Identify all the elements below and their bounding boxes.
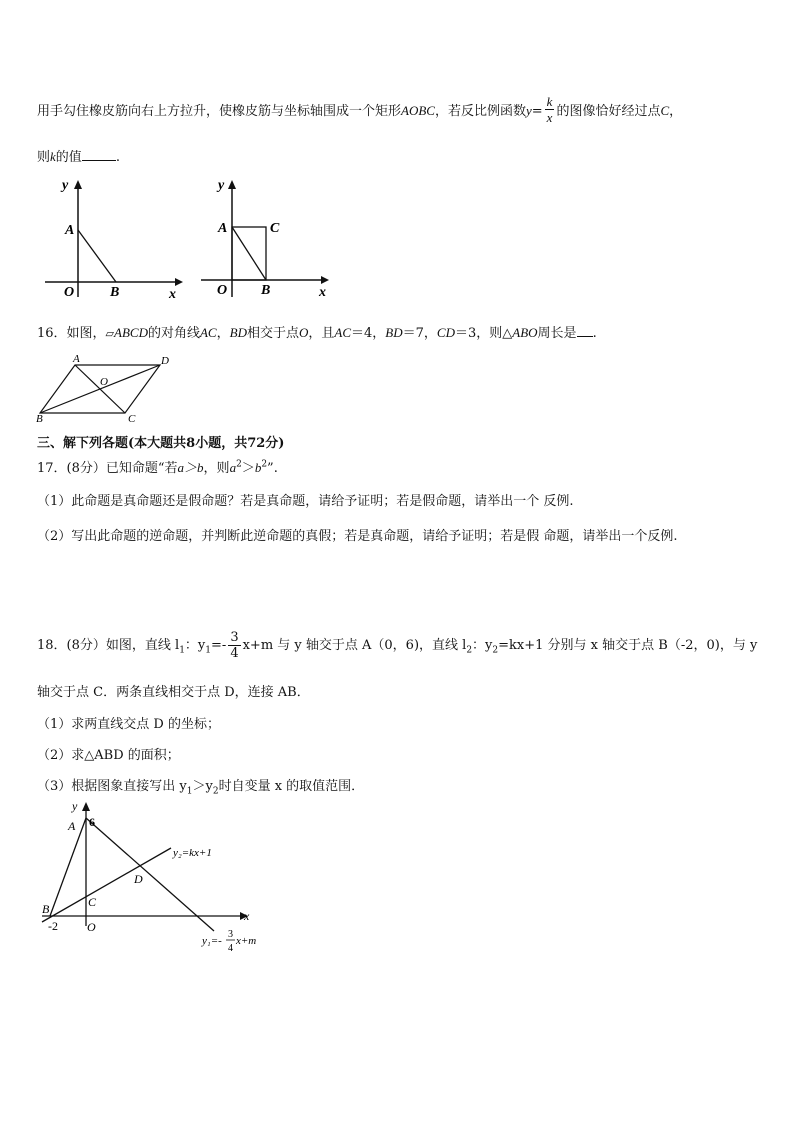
line-l1 [86,818,214,931]
label-o: O [100,376,108,388]
q18-part-2: （2）求△ABD 的面积； [37,748,180,763]
fig2-segment-ab [232,227,266,280]
q18-part-1: （1）求两直线交点 D 的坐标； [37,717,220,732]
q15-text-b: ，若反比例函数 [434,104,526,119]
label-b: B [36,413,43,425]
q15-rect-name: AOBC [401,103,435,118]
q18-figure [36,798,276,958]
label-l1-prefix: y₁=- [202,935,222,947]
label-y: y [72,799,78,813]
q16-answer-blank [577,324,593,337]
q18-fraction: $\frac{3}{4}$ [230,630,239,661]
label-l1-suffix: x+m [236,935,257,947]
label-neg2: -2 [48,919,58,933]
fig2-label-a: A [218,221,228,236]
label-six: 6 [89,815,95,829]
q15-figure-1 [40,172,190,302]
q15-func-y: y [525,103,532,118]
q15-answer-blank [82,148,116,161]
fig2-label-b: B [261,283,271,298]
q15-text-d: ， [669,104,683,119]
q18-part-3: （3）根据图象直接写出 $y_1>y_2$时自变量 x 的取值范围． [37,779,365,797]
q18-question-line2: 轴交于点 C．两条直线相交于点 D，连接 AB． [37,685,310,700]
label-a: A [68,819,76,833]
fig2-y-arrow [228,180,236,189]
q17-question: 17．(8分）已知命题“若a＞b，则$a^2>b^2$”. [37,459,278,476]
fig1-label-o: O [64,285,75,300]
fig2-label-o: O [217,283,228,298]
fig2-label-x: x [319,285,326,300]
label-l2-eq: y₂=kx+1 [173,847,212,859]
y-arrow [82,802,90,811]
fig1-y-arrow [74,180,82,189]
q16-parallelogram-figure [30,350,180,425]
fig1-x-arrow [175,278,183,286]
q15-fraction: $\frac{k}{x}$ [546,94,553,125]
q17-part-1: （1）此命题是真命题还是假命题？若是真命题，请给予证明；若是假命题，请举出一个 反例. [37,494,574,509]
label-l1-den: 4 [228,943,233,954]
label-l1-num: 3 [228,929,233,940]
label-c: C [128,413,136,425]
q15-point-c: C [660,103,670,118]
fig2-label-c: C [270,221,280,236]
label-d: D [134,872,143,886]
fig2-x-arrow [321,276,329,284]
fig2-label-y: y [218,178,225,193]
label-b: B [42,902,50,916]
label-c: C [88,895,97,909]
fig1-label-y: y [62,178,69,193]
q15-text-c: 的图像恰好经过点 [556,104,661,119]
fig1-label-x: x [169,287,176,302]
q18-question-line1: 18．(8分）如图，直线 $l_1$：$y_1=-$ $\frac{3}{4}$ x+m 与 y 轴交于点 A（0，6)，直线 $l_2$：$y_2=kx+1$ 分别与 x 轴交于点 B（-2，0)，与 y [37,630,758,661]
q15-line1 [37,96,682,127]
q15-text-a: 用手勾住橡皮筋向右上方拉升，使橡皮筋与坐标轴围成一个矩形 [37,104,402,119]
label-d: D [161,355,169,367]
q17-part-2: （2）写出此命题的逆命题，并判断此逆命题的真假；若是真命题，请给予证明；若是假 命题，请举出一个反例. [37,529,678,544]
label-x: x [244,909,250,923]
q15-figure-2 [196,170,346,300]
fig1-segment-ab [78,230,116,282]
q15-func-eq: = [531,104,543,119]
fig1-label-b: B [110,285,120,300]
q16-question: 16．如图，▱ABCD的对角线AC，BD相交于点O，且AC＝4，BD＝7，CD＝3，则△ABO周长是 . [37,325,597,341]
q15-line2: 则k的值 . [37,149,120,165]
label-a: A [73,353,80,365]
section-3-title: 三、解下列各题(本大题共8小题，共72分) [37,436,285,451]
label-o: O [87,920,96,934]
fig1-label-a: A [65,223,75,238]
